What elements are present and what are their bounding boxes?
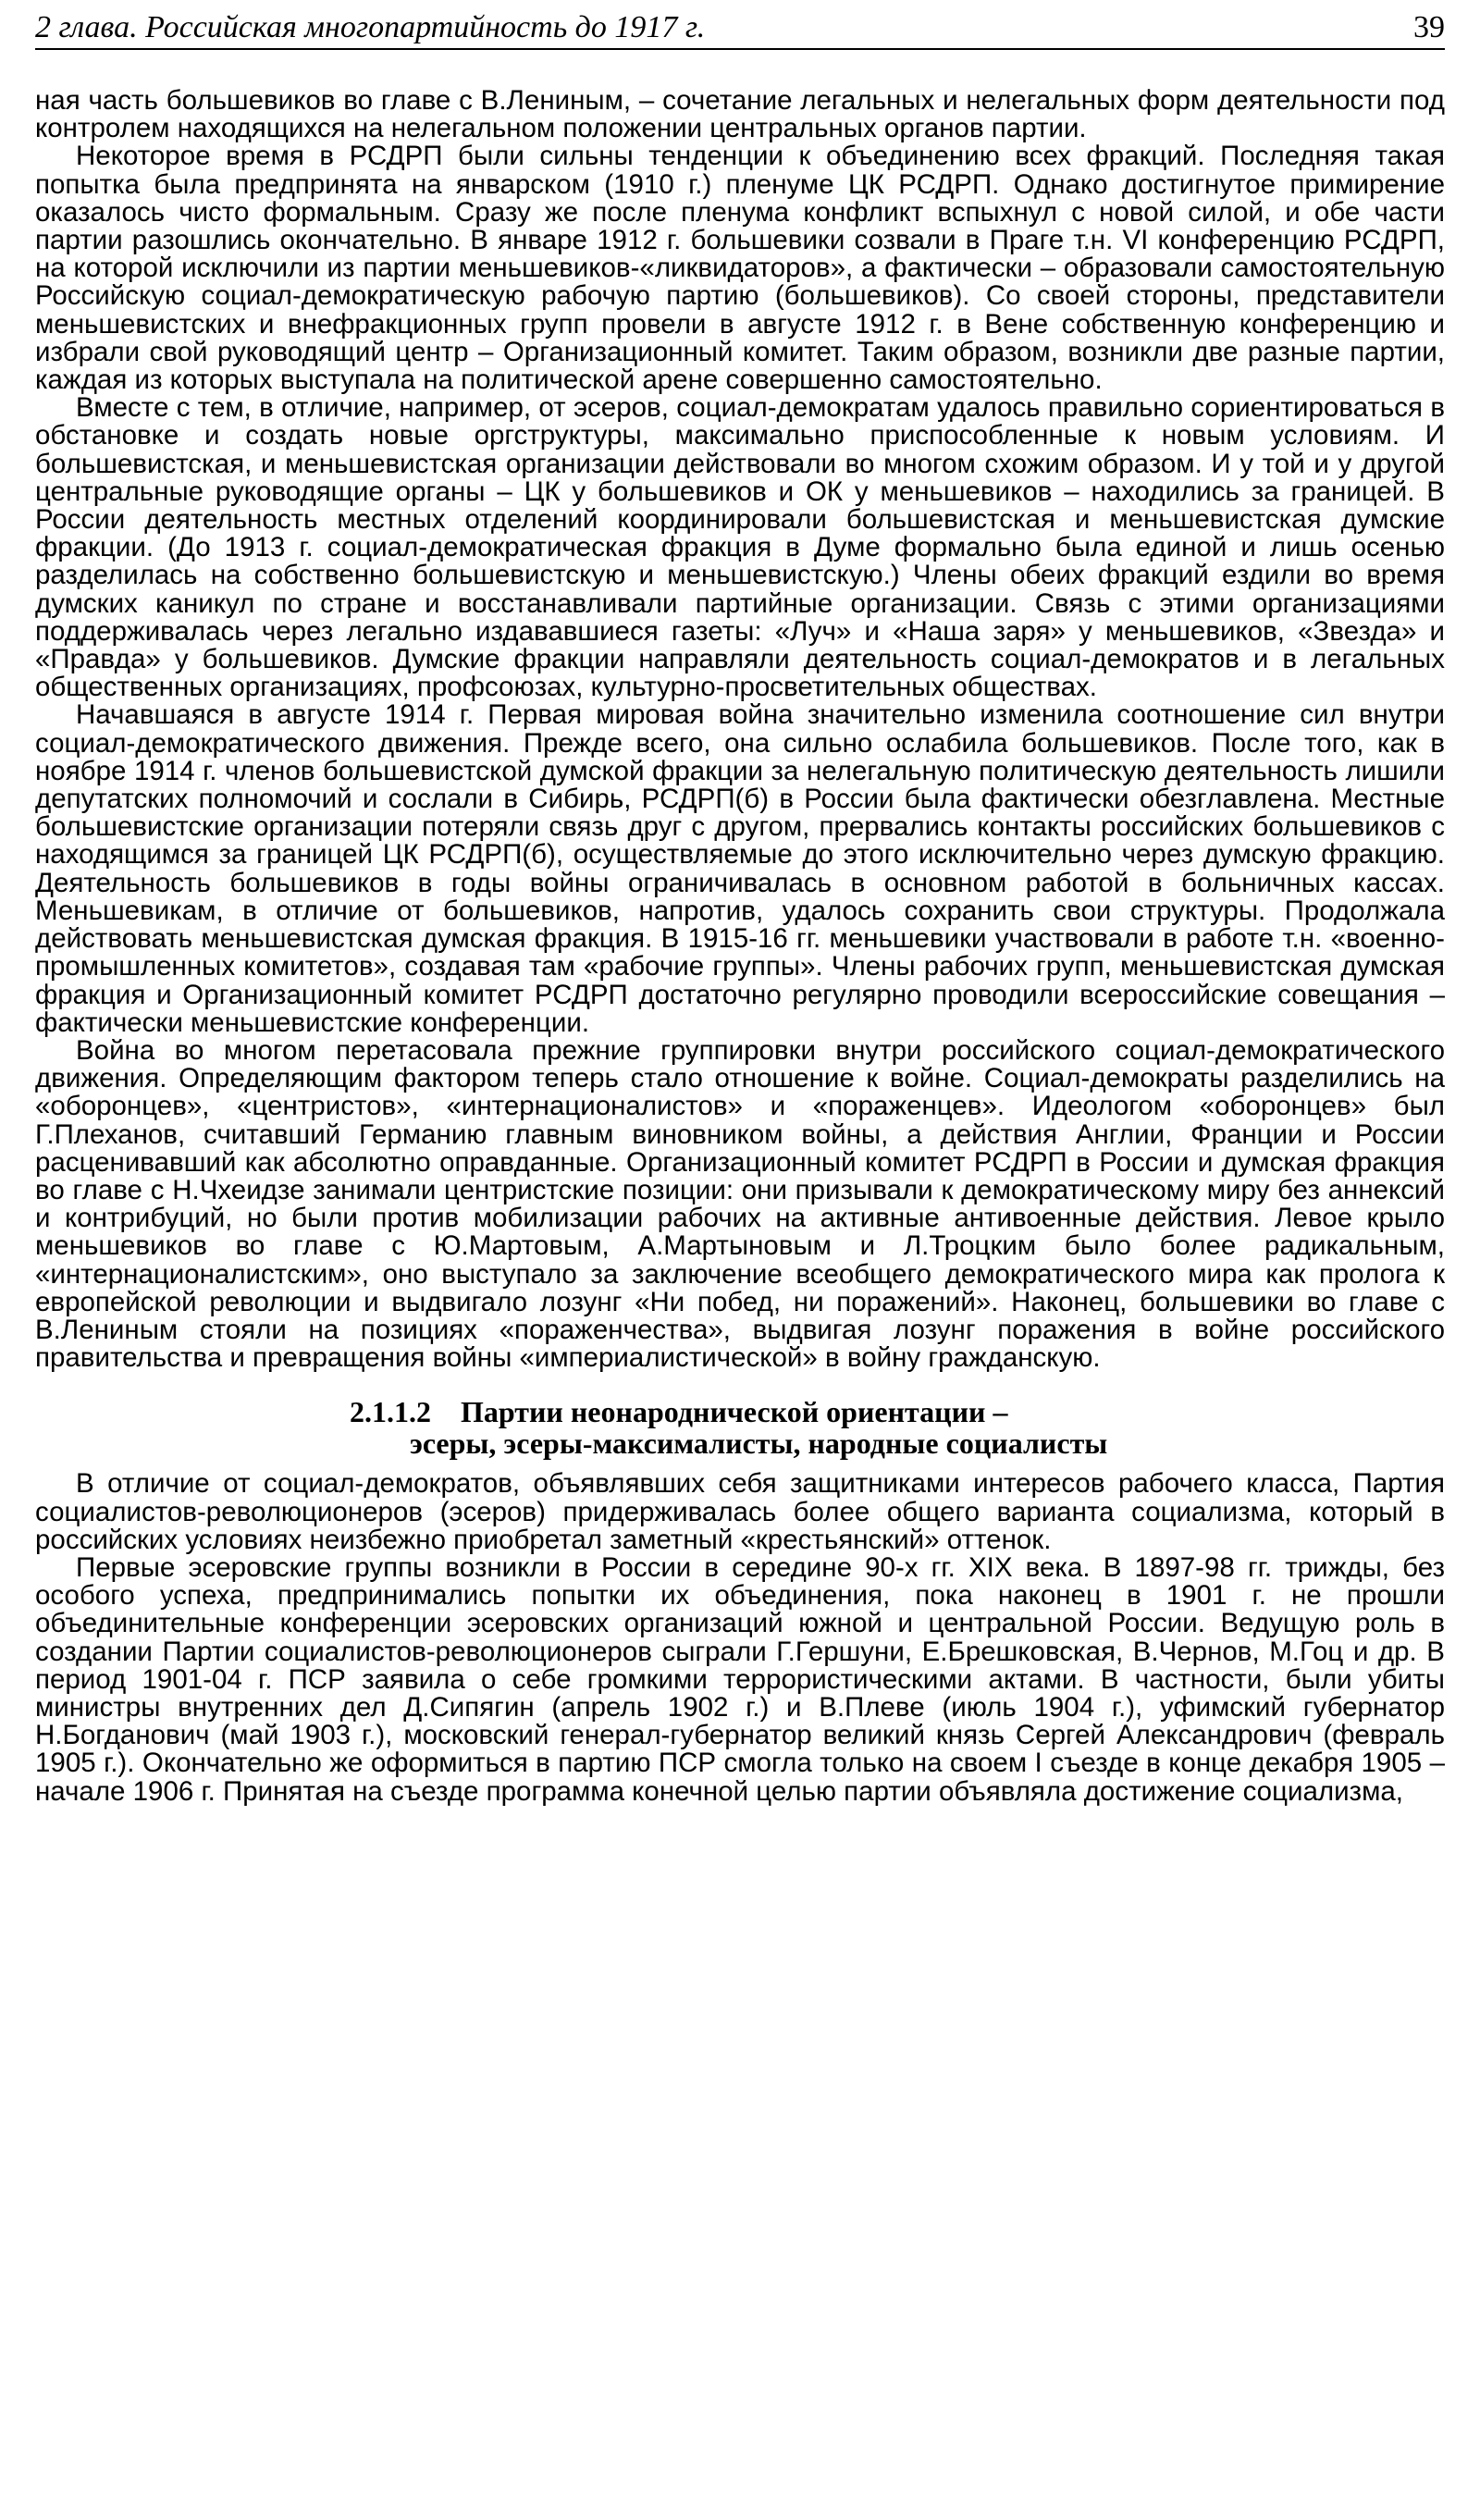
section-title-line2: эсеры, эсеры-максималисты, народные социалисты <box>410 1427 1108 1461</box>
running-header <box>35 7 1445 50</box>
paragraph: Первые эсеровские группы возникли в России в середине 90-х гг. XIX века. В 1897-98 гг. трижды, без особого успеха, предпринимались попытки их объединения, пока наконец в 1901 г. не прошли объединительные конференции эсеровских организаций южной и центральной России. Ведущую роль в создании Партии социалистов-революционеров сыграли Г.Гершуни, Е.Брешковская, В.Чернов, М.Гоц и др. В период 1901-04 г. ПСР заявила о себе громкими террористическими актами. В частности, были убиты министры внутренних дел Д.Сипягин (апрель 1902 г.) и В.Плеве (июль 1904 г.), уфимский губернатор Н.Богданович (май 1903 г.), московский генерал-губернатор великий князь Сергей Александрович (февраль 1905 г.). Окончательно же оформиться в партию ПСР смогла только на своем I съезде в конце декабря 1905 – начале 1906 г. Принятая на съезде программа конечной целью партии объявляла достижение социализма, <box>35 1551 1445 1807</box>
paragraph: Начавшаяся в августе 1914 г. Первая мировая война значительно изменила соотношение сил внутри социал-демократического движения. Прежде всего, она сильно ослабила большевиков. После того, как в ноябре 1914 г. членов большевистской думской фракции за нелегальную политическую деятельность лишили депутатских полномочий и сослали в Сибирь, РСДРП(б) в России была фактически обезглавлена. Местные большевистские организации потеряли связь друг с другом, прервались контакты российских большевиков с находящимся за границей ЦК РСДРП(б), осуществляемые до этого исключительно через думскую фракцию. Деятельность большевиков в годы войны ограничивалась в основном работой в больничных кассах. Меньшевикам, в отличие от большевиков, напротив, удалось сохранить свои структуры. Продолжала действовать меньшевистская думская фракция. В 1915-16 гг. меньшевики участвовали в работе т.н. «военно-промышленных комитетов», создавая там «рабочие группы». Члены рабочих групп, меньшевистская думская фракция и Организационный комитет РСДРП достаточно регулярно проводили всероссийские совещания – фактически меньшевистские конференции. <box>35 699 1445 1038</box>
paragraph: В отличие от социал-демократов, объявлявших себя защитниками интересов рабочего класса, Партия социалистов-революционеров (эсеров) придерживалась более общего варианта социализма, который в российских условиях неизбежно приобретал заметный «крестьянский» оттенок. <box>35 1468 1445 1555</box>
page-number: 39 <box>1413 10 1445 44</box>
paragraph: Война во многом перетасовала прежние группировки внутри российского социал-демократического движения. Определяющим фактором теперь стало отношение к войне. Социал-демократы разделились на «оборонцев», «центристов», «интернационалистов» и «пораженцев». Идеологом «оборонцев» был Г.Плеханов, считавший Германию главным виновником войны, а действия Англии, Франции и России расценивавший как абсолютно оправданные. Организационный комитет РСДРП в России и думская фракция во главе с Н.Чхеидзе занимали центристские позиции: они призывали к демократическому миру без аннексий и контрибуций, но были против мобилизации рабочих на активные антивоенные действия. Левое крыло меньшевиков во главе с Ю.Мартовым, А.Мартыновым и Л.Троцким было более радикальным, «интернационалистским», оно выступало за заключение всеобщего демократического мира как пролога к европейской революции и выдвигало лозунг «Ни побед, ни поражений». Наконец, большевики во главе с В.Лениным стояли на позициях «пораженчества», выдвигая лозунг поражения в войне российского правительства и превращения войны «империалистической» в войну гражданскую. <box>35 1034 1445 1374</box>
paragraph: Некоторое время в РСДРП были сильны тенденции к объединению всех фракций. Последняя такая попытка была предпринята на январском (1910 г.) пленуме ЦК РСДРП. Однако достигнутое примирение оказалось чисто формальным. Сразу же после пленума конфликт вспыхнул с новой силой, и обе части партии разошлись окончательно. В январе 1912 г. большевики созвали в Праге т.н. VI конференцию РСДРП, на которой исключили из партии меньшевиков-«ликвидаторов», а фактически – образовали самостоятельную Российскую социал-демократическую рабочую партию (большевиков). Со своей стороны, представители меньшевистских и внефракционных групп провели в августе 1912 г. в Вене собственную конференцию и избрали свой руководящий центр – Организационный комитет. Таким образом, возникли две разные партии, каждая из которых выступала на политической арене совершенно самостоятельно. <box>35 141 1445 396</box>
paragraph: ная часть большевиков во главе с В.Лениным, – сочетание легальных и нелегальных форм деятельности под контролем находящихся на нелегальном положении центральных органов партии. <box>35 85 1445 144</box>
page-body <box>35 87 1445 1806</box>
section-number: 2.1.1.2 <box>350 1395 431 1429</box>
chapter-title: 2 глава. Российская многопартийность до 1917 г. <box>35 10 706 44</box>
section-heading <box>35 1396 1445 1459</box>
paragraph: Вместе с тем, в отличие, например, от эсеров, социал-демократам удалось правильно сориентироваться в обстановке и создать новые оргструктуры, максимально приспособленные к новым условиям. И большевистская, и меньшевистская организации действовали во многом схожим образом. И у той и у другой центральные руководящие органы – ЦК у большевиков и ОК у меньшевиков – находились за границей. В России деятельность местных отделений координировали большевистская и меньшевистская думские фракции. (До 1913 г. социал-демократическая фракция в Думе формально была единой и лишь осенью разделилась на собственно большевистскую и меньшевистскую.) Члены обеих фракций ездили во время думских каникул по стране и восстанавливали партийные организации. Связь с этими организациями поддерживалась через легально издававшиеся газеты: «Луч» и «Наша заря» у меньшевиков, «Звезда» и «Правда» у большевиков. Думские фракции направляли деятельность социал-демократов и в легальных общественных организациях, профсоюзах, культурно-просветительных обществах. <box>35 392 1445 703</box>
section-title-line1: Партии неонароднической ориентации – <box>461 1395 1008 1429</box>
